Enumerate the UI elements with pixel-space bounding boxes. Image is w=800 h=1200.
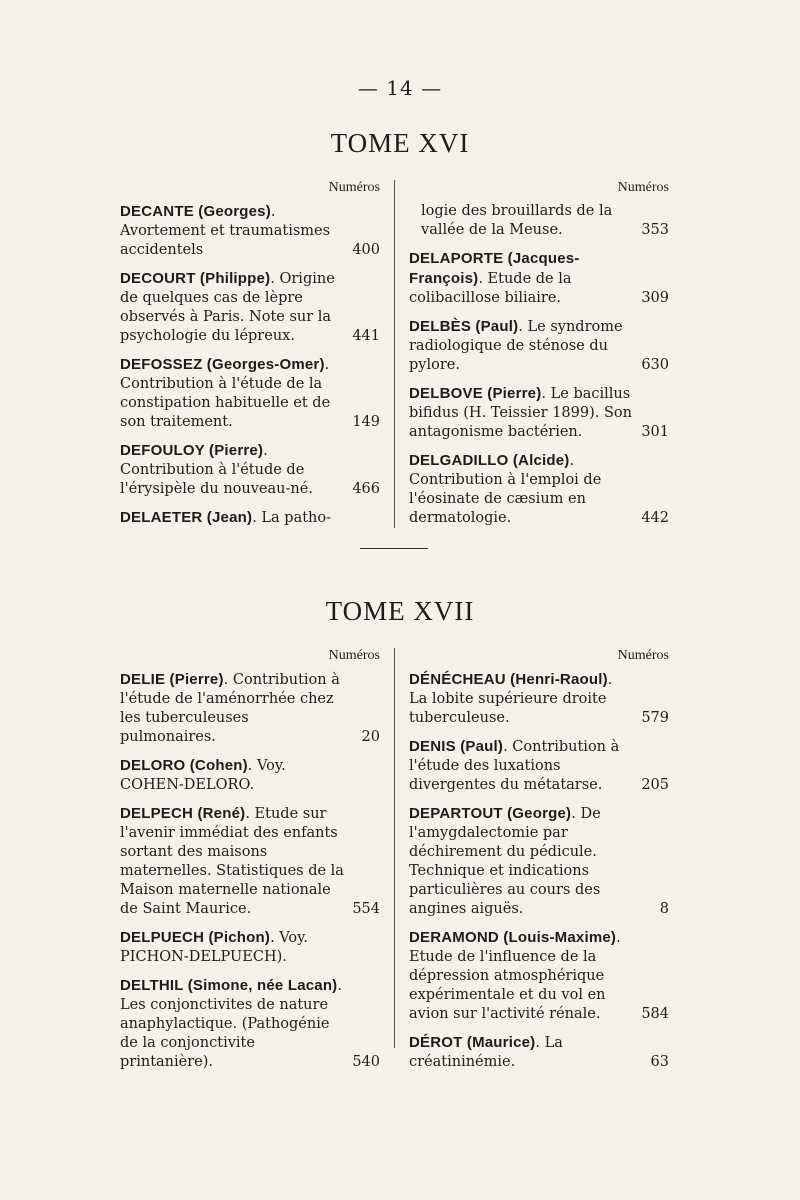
entry-list: [120, 670, 380, 1072]
entry-body: [409, 384, 669, 442]
entry-number: 301: [641, 424, 669, 440]
entry-number: 441: [352, 328, 380, 344]
entry-body: [409, 1033, 669, 1072]
entry-body: [409, 317, 669, 375]
section-separator: [360, 548, 428, 549]
entry-author: DELAETER (Jean): [120, 509, 253, 526]
entry-number: 442: [641, 510, 669, 526]
index-entry: [120, 756, 380, 795]
index-entry: [120, 202, 380, 260]
entry-author: DEFOULOY (Pierre): [120, 442, 264, 459]
entry-number: 400: [352, 242, 380, 258]
page-number: — 14 —: [357, 76, 443, 100]
tome-16-columns: [120, 180, 680, 528]
entry-body: [409, 202, 669, 240]
index-entry: [409, 670, 669, 728]
entry-number: 149: [352, 414, 380, 430]
entry-list: [120, 202, 380, 528]
entry-title: logie des brouillards de la vallée de la Meuse.: [421, 203, 613, 238]
entry-number: 309: [641, 290, 669, 306]
index-entry: [120, 804, 380, 919]
tome-16-left-column: [120, 180, 390, 528]
tome-17-columns: [120, 648, 680, 1070]
entry-title: . Les conjonctivites de nature anaphylactique. (Pathogénie de la conjonctivite printanière).: [120, 978, 342, 1070]
column-divider: [394, 648, 395, 1048]
entry-title: . La créatininémie.: [409, 1035, 563, 1070]
entry-title: . Contribution à l'emploi de l'éosinate de cæsium en dermatologie.: [409, 453, 602, 526]
entry-number: 579: [641, 710, 669, 726]
entry-author: DELBOVE (Pierre): [409, 385, 542, 402]
entry-number: 584: [641, 1006, 669, 1022]
entry-body: [409, 928, 669, 1024]
entry-title: . La patho-: [252, 510, 332, 526]
entry-author: DELTHIL (Simone, née Lacan): [120, 977, 338, 994]
entry-body: [409, 670, 669, 728]
entry-author: DÉNÉCHEAU (Henri-Raoul): [409, 671, 608, 688]
entry-title: . Contribution à l'étude des luxations divergentes du métatarse.: [409, 739, 620, 793]
entry-title: . Le syndrome radiologique de sténose du pylore.: [409, 319, 623, 373]
entry-number: 20: [361, 729, 380, 745]
entry-author: DELORO (Cohen): [120, 757, 248, 774]
entry-list: [409, 202, 669, 528]
entry-body: [120, 756, 380, 795]
entry-author: DELAPORTE (Jacques-François): [409, 250, 580, 287]
entry-author: DELIE (Pierre): [120, 671, 224, 688]
entry-title: . Avortement et traumatismes accidentels: [120, 204, 331, 258]
entry-author: DELPUECH (Pichon): [120, 929, 271, 946]
index-entry: [409, 1033, 669, 1072]
entry-number: 63: [650, 1054, 669, 1070]
index-entry: [120, 928, 380, 967]
entry-number: 554: [352, 901, 380, 917]
index-entry: [409, 928, 669, 1024]
numeros-label: Numéros: [328, 180, 380, 195]
entry-number: 205: [641, 777, 669, 793]
entry-title: . Origine de quelques cas de lèpre observés à Paris. Note sur la psychologie du lépreux.: [120, 271, 335, 344]
entry-author: DEPARTOUT (George): [409, 805, 572, 822]
entry-number: 466: [352, 481, 380, 497]
entry-body: [120, 202, 380, 260]
entry-number: 630: [641, 357, 669, 373]
index-entry: [409, 202, 669, 240]
numeros-label: Numéros: [617, 180, 669, 195]
tome-16-title: TOME XVI: [330, 128, 470, 158]
index-entry: [120, 441, 380, 499]
entry-body: [120, 355, 380, 432]
entry-body: [120, 976, 380, 1072]
index-entry: [409, 384, 669, 442]
entry-body: [120, 670, 380, 747]
entry-title: . Etude sur l'avenir immédiat des enfants sortant des maisons maternelles. Statistiques de la Maison maternelle nationale de Saint Maurice.: [120, 806, 344, 917]
entry-title: . Etude de la colibacillose biliaire.: [409, 271, 572, 306]
entry-author: DÉROT (Maurice): [409, 1034, 536, 1051]
entry-author: DECOURT (Philippe): [120, 270, 271, 287]
entry-author: DEFOSSEZ (Georges-Omer): [120, 356, 325, 373]
index-entry: [120, 508, 380, 528]
entry-author: DELBÈS (Paul): [409, 318, 519, 335]
entry-title: . La lobite supérieure droite tuberculeuse.: [409, 672, 613, 726]
entry-title: . Etude de l'influence de la dépression atmosphérique expérimentale et du vol en avion sur l'activité rénale.: [409, 930, 621, 1022]
tome-17-right-column: [399, 648, 669, 1070]
entry-title: . Contribution à l'étude de l'aménorrhée chez les tuberculeuses pulmonaires.: [120, 672, 340, 745]
entry-body: [120, 508, 380, 528]
entry-number: 540: [352, 1054, 380, 1070]
entry-number: 353: [641, 222, 669, 238]
entry-title: . Contribution à l'étude de l'érysipèle du nouveau-né.: [120, 443, 313, 497]
entry-title: . Voy. PICHON-DELPUECH).: [120, 930, 309, 965]
entry-body: [409, 804, 669, 919]
entry-title: . Le bacillus bifidus (H. Teissier 1899). Son antagonisme bactérien.: [409, 386, 632, 440]
entry-author: DENIS (Paul): [409, 738, 504, 755]
entry-title: . Contribution à l'étude de la constipation habituelle et de son traitement.: [120, 357, 331, 430]
index-entry: [120, 670, 380, 747]
index-entry: [120, 976, 380, 1072]
entry-body: [120, 441, 380, 499]
index-entry: [409, 804, 669, 919]
entry-author: DELPECH (René): [120, 805, 246, 822]
tome-16-right-column: [399, 180, 669, 528]
index-entry: [120, 269, 380, 346]
entry-body: [120, 269, 380, 346]
entry-number: 8: [659, 901, 669, 917]
tome-17-left-column: [120, 648, 390, 1070]
entry-body: [120, 928, 380, 967]
numeros-label: Numéros: [328, 648, 380, 663]
numeros-label: Numéros: [617, 648, 669, 663]
entry-body: [409, 737, 669, 795]
entry-body: [120, 804, 380, 919]
column-divider: [394, 180, 395, 528]
entry-body: [409, 451, 669, 528]
tome-17-title: TOME XVII: [325, 596, 475, 626]
entry-body: [409, 249, 669, 308]
index-entry: [409, 451, 669, 528]
entry-list: [409, 670, 669, 1072]
entry-author: DERAMOND (Louis-Maxime): [409, 929, 617, 946]
index-entry: [120, 355, 380, 432]
entry-author: DELGADILLO (Alcide): [409, 452, 570, 469]
entry-title: . De l'amygdalectomie par déchirement du pédicule. Technique et indications particulières au cours des angines aiguës.: [409, 806, 601, 917]
entry-title: . Voy. COHEN-DELORO.: [120, 758, 286, 793]
index-entry: [409, 737, 669, 795]
entry-author: DECANTE (Georges): [120, 203, 271, 220]
index-entry: [409, 317, 669, 375]
index-entry: [409, 249, 669, 308]
